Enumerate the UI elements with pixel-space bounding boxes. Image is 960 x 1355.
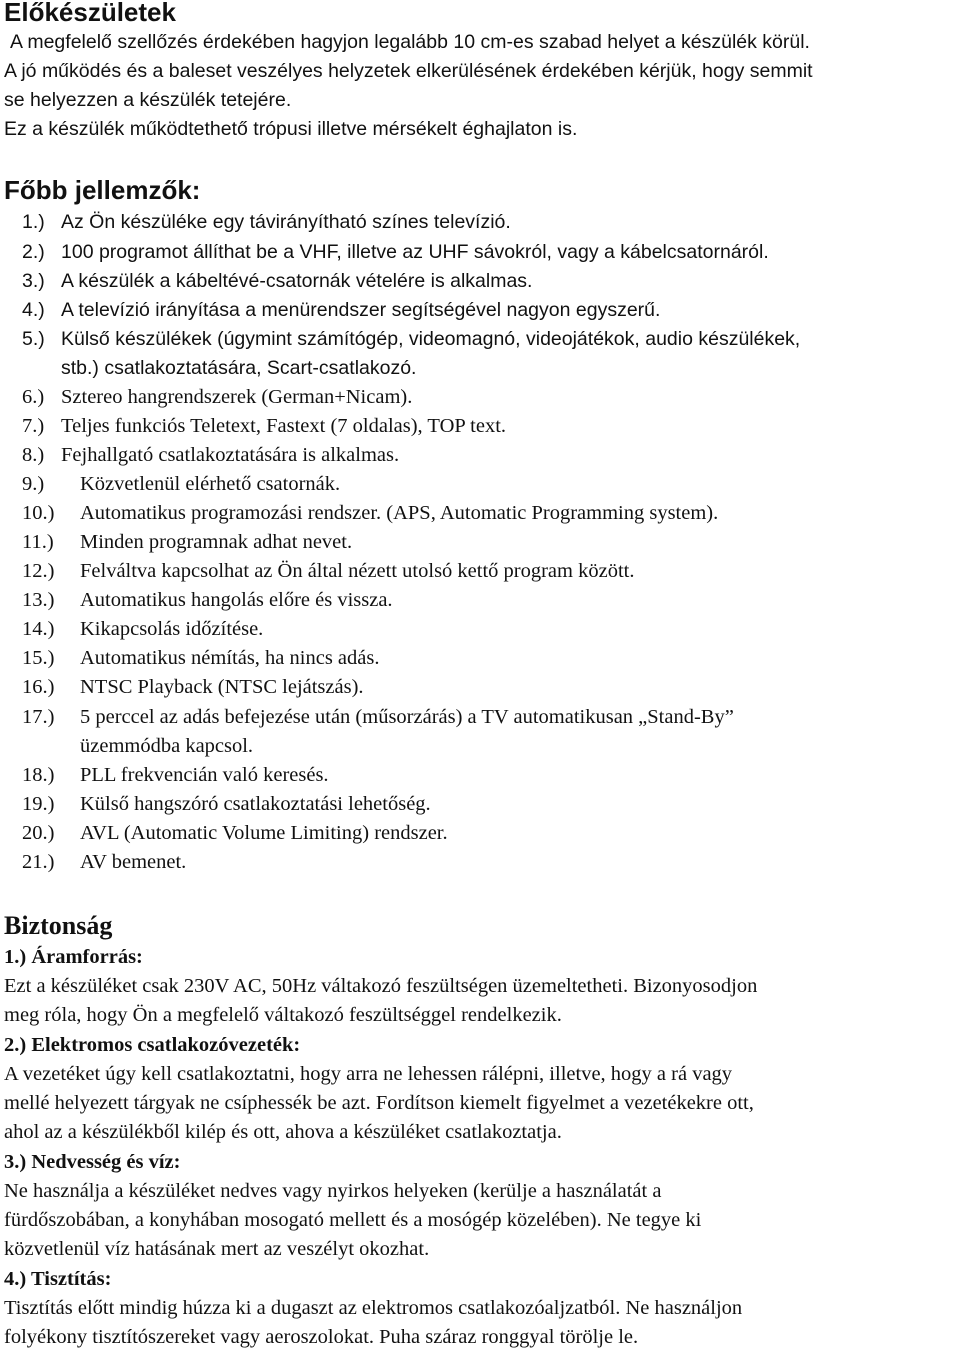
safety-text: folyékony tisztítószereket vagy aeroszolokat. Puha száraz ronggyal törölje le.	[4, 1326, 639, 1348]
feature-number: 19.)	[22, 793, 55, 815]
feature-text: A televízió irányítása a menürendszer segítségével nagyon egyszerű.	[61, 299, 661, 321]
feature-number: 16.)	[22, 676, 55, 698]
feature-number: 8.)	[22, 444, 45, 466]
safety-text: A vezetéket úgy kell csatlakoztatni, hogy arra ne lehessen rálépni, illetve, hogy a rá vagy	[4, 1063, 733, 1085]
heading-features: Főbb jellemzők:	[4, 175, 201, 205]
feature-text: Minden programnak adhat nevet.	[80, 531, 353, 553]
feature-number: 3.)	[22, 270, 45, 292]
safety-text: ahol az a készülékből kilép és ott, ahova a készüléket csatlakoztatja.	[4, 1121, 562, 1143]
heading-safety: Biztonság	[4, 911, 113, 940]
feature-number: 11.)	[22, 531, 54, 553]
feature-number: 21.)	[22, 851, 55, 873]
preparation-line: se helyezzen a készülék tetejére.	[4, 89, 292, 111]
safety-text: mellé helyezett tárgyak ne csíphessék be azt. Fordítson kiemelt figyelmet a vezetékekre ott,	[4, 1092, 754, 1114]
feature-text: Külső készülékek (úgymint számítógép, videomagnó, videojátékok, audio készülékek,	[61, 328, 801, 350]
heading-preparation: Előkészületek	[4, 0, 176, 27]
feature-number: 2.)	[22, 241, 45, 263]
feature-number: 7.)	[22, 415, 45, 437]
feature-number: 4.)	[22, 299, 45, 321]
feature-text: Automatikus némítás, ha nincs adás.	[80, 647, 380, 669]
feature-text: Külső hangszóró csatlakoztatási lehetőség.	[80, 793, 431, 815]
safety-text: Ezt a készüléket csak 230V AC, 50Hz váltakozó feszültségen üzemeltetheti. Bizonyosodjon	[4, 975, 758, 997]
feature-text: NTSC Playback (NTSC lejátszás).	[80, 676, 364, 698]
safety-subheading: 2.) Elektromos csatlakozóvezeték:	[4, 1034, 301, 1056]
feature-text: 100 programot állíthat be a VHF, illetve az UHF sávokról, vagy a kábelcsatornáról.	[61, 241, 769, 263]
feature-text: Az Ön készüléke egy távirányítható színes televízió.	[61, 211, 511, 233]
safety-subheading: 3.) Nedvesség és víz:	[4, 1151, 181, 1173]
preparation-line: Ez a készülék működtethető trópusi illetve mérsékelt éghajlaton is.	[4, 118, 578, 140]
feature-text: Automatikus hangolás előre és vissza.	[80, 589, 393, 611]
feature-text: PLL frekvencián való keresés.	[80, 764, 329, 786]
feature-number: 17.)	[22, 706, 55, 728]
feature-text: AVL (Automatic Volume Limiting) rendszer.	[80, 822, 448, 844]
safety-text: fürdőszobában, a konyhában mosogató mellett és a mosógép közelében). Ne tegye ki	[4, 1209, 702, 1231]
feature-text: Sztereo hangrendszerek (German+Nicam).	[61, 386, 413, 408]
feature-number: 5.)	[22, 328, 45, 350]
feature-number: 20.)	[22, 822, 55, 844]
safety-subheading: 1.) Áramforrás:	[4, 946, 143, 968]
feature-number: 12.)	[22, 560, 55, 582]
safety-text: Tisztítás előtt mindig húzza ki a dugaszt az elektromos csatlakozóaljzatból. Ne használjon	[4, 1297, 743, 1319]
safety-subheading: 4.) Tisztítás:	[4, 1268, 112, 1290]
feature-text: Teljes funkciós Teletext, Fastext (7 oldalas), TOP text.	[61, 415, 507, 437]
feature-text: stb.) csatlakoztatására, Scart-csatlakozó.	[61, 357, 417, 379]
feature-number: 13.)	[22, 589, 55, 611]
feature-text: A készülék a kábeltévé-csatornák vételére is alkalmas.	[61, 270, 533, 292]
safety-text: meg róla, hogy Ön a megfelelő váltakozó feszültséggel rendelkezik.	[4, 1004, 562, 1026]
feature-number: 6.)	[22, 386, 45, 408]
safety-text: Ne használja a készüléket nedves vagy nyirkos helyeken (kerülje a használatát a	[4, 1180, 662, 1202]
feature-text: Fejhallgató csatlakoztatására is alkalmas.	[61, 444, 400, 466]
safety-text: közvetlenül víz hatásának mert az veszélyt okozhat.	[4, 1238, 430, 1260]
feature-text: üzemmódba kapcsol.	[80, 735, 254, 757]
preparation-line: A megfelelő szellőzés érdekében hagyjon legalább 10 cm-es szabad helyet a készülék körül.	[10, 31, 810, 53]
feature-number: 15.)	[22, 647, 55, 669]
feature-number: 18.)	[22, 764, 55, 786]
feature-text: Kikapcsolás időzítése.	[80, 618, 264, 640]
feature-text: 5 perccel az adás befejezése után (műsorzárás) a TV automatikusan „Stand-By”	[80, 706, 734, 728]
feature-text: AV bemenet.	[80, 851, 187, 873]
feature-number: 1.)	[22, 211, 45, 233]
feature-text: Automatikus programozási rendszer. (APS, Automatic Programming system).	[80, 502, 719, 524]
feature-text: Közvetlenül elérhető csatornák.	[80, 473, 341, 495]
feature-number: 9.)	[22, 473, 45, 495]
feature-number: 14.)	[22, 618, 55, 640]
feature-number: 10.)	[22, 502, 55, 524]
feature-text: Felváltva kapcsolhat az Ön által nézett utolsó kettő program között.	[80, 560, 635, 582]
preparation-line: A jó működés és a baleset veszélyes helyzetek elkerülésének érdekében kérjük, hogy semmit	[4, 60, 813, 82]
